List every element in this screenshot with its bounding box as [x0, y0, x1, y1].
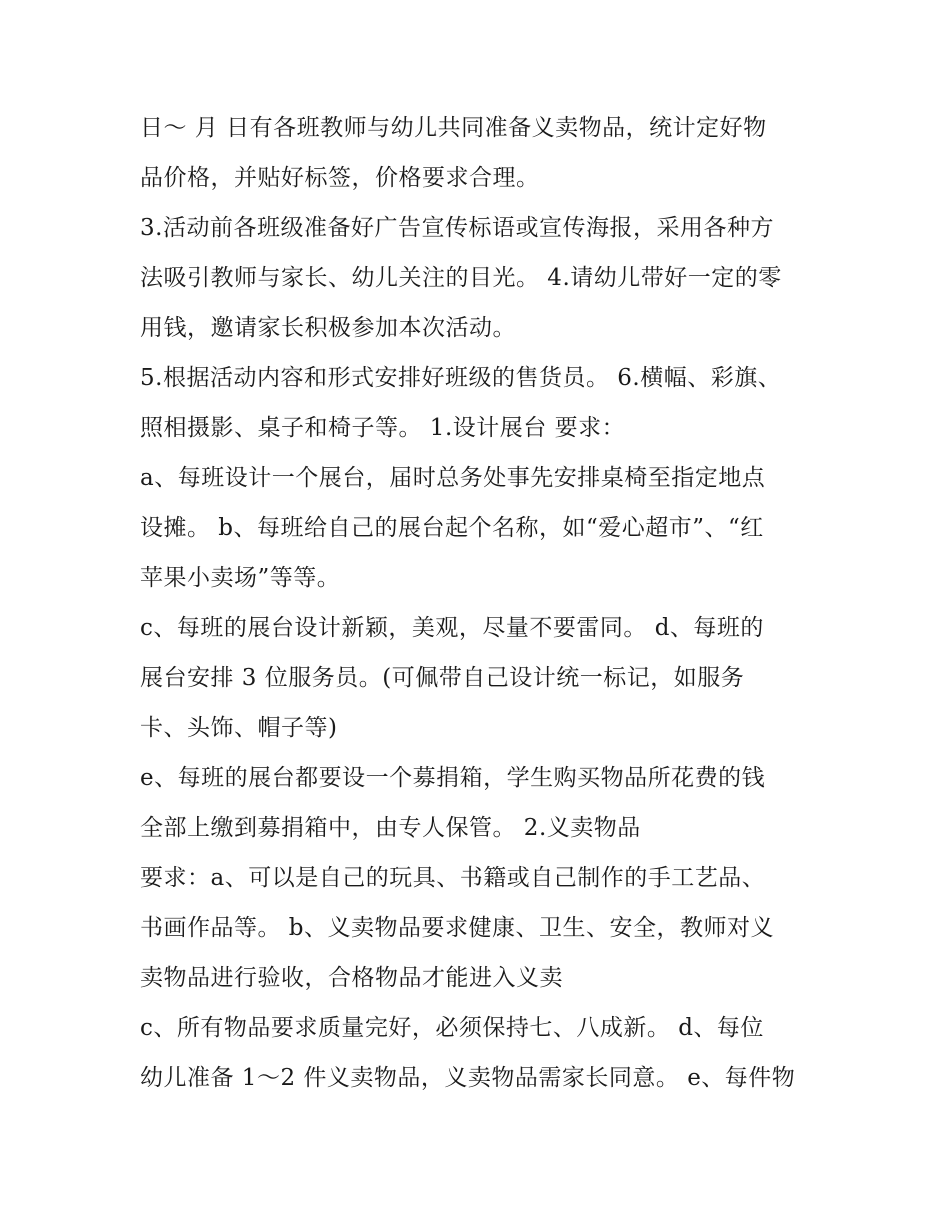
text-line: 设摊。 b、每班给自己的展台起个名称，如“爱心超市”、“红 — [140, 515, 764, 541]
text-line: 展台安排 3 位服务员。(可佩带自己设计统一标记，如服务 — [140, 665, 745, 691]
text-line: 5.根据活动内容和形式安排好班级的售货员。 6.横幅、彩旗、 — [140, 365, 782, 391]
text-line: 法吸引教师与家长、幼儿关注的目光。 4.请幼儿带好一定的零 — [140, 265, 782, 291]
text-line: 全部上缴到募捐箱中，由专人保管。 2.义卖物品 — [140, 815, 641, 841]
text-line: 卡、头饰、帽子等) — [140, 715, 338, 741]
text-line: c、所有物品要求质量完好，必须保持七、八成新。 d、每位 — [140, 1015, 764, 1041]
text-line: 卖物品进行验收，合格物品才能进入义卖 — [140, 965, 563, 991]
text-line: 照相摄影、桌子和椅子等。 1.设计展台 要求： — [140, 415, 626, 441]
text-line: a、每班设计一个展台，届时总务处事先安排桌椅至指定地点 — [140, 465, 766, 491]
text-line: 用钱，邀请家长积极参加本次活动。 — [140, 315, 516, 341]
text-line: c、每班的展台设计新颖，美观，尽量不要雷同。 d、每班的 — [140, 615, 764, 641]
text-line: 书画作品等。 b、义卖物品要求健康、卫生、安全，教师对义 — [140, 915, 775, 941]
text-line: 苹果小卖场”等等。 — [140, 565, 341, 591]
text-line: 3.活动前各班级准备好广告宣传标语或宣传海报，采用各种方 — [140, 215, 774, 241]
text-line: 日～ 月 日有各班教师与幼儿共同准备义卖物品，统计定好物 — [140, 115, 767, 141]
text-line: 品价格，并贴好标签，价格要求合理。 — [140, 165, 540, 191]
text-line: e、每班的展台都要设一个募捐箱，学生购买物品所花费的钱 — [140, 765, 766, 791]
text-line: 要求：a、可以是自己的玩具、书籍或自己制作的手工艺品、 — [140, 865, 766, 891]
text-line: 幼儿准备 1～2 件义卖物品，义卖物品需家长同意。 e、每件物 — [140, 1065, 796, 1091]
document-body — [140, 103, 820, 1103]
